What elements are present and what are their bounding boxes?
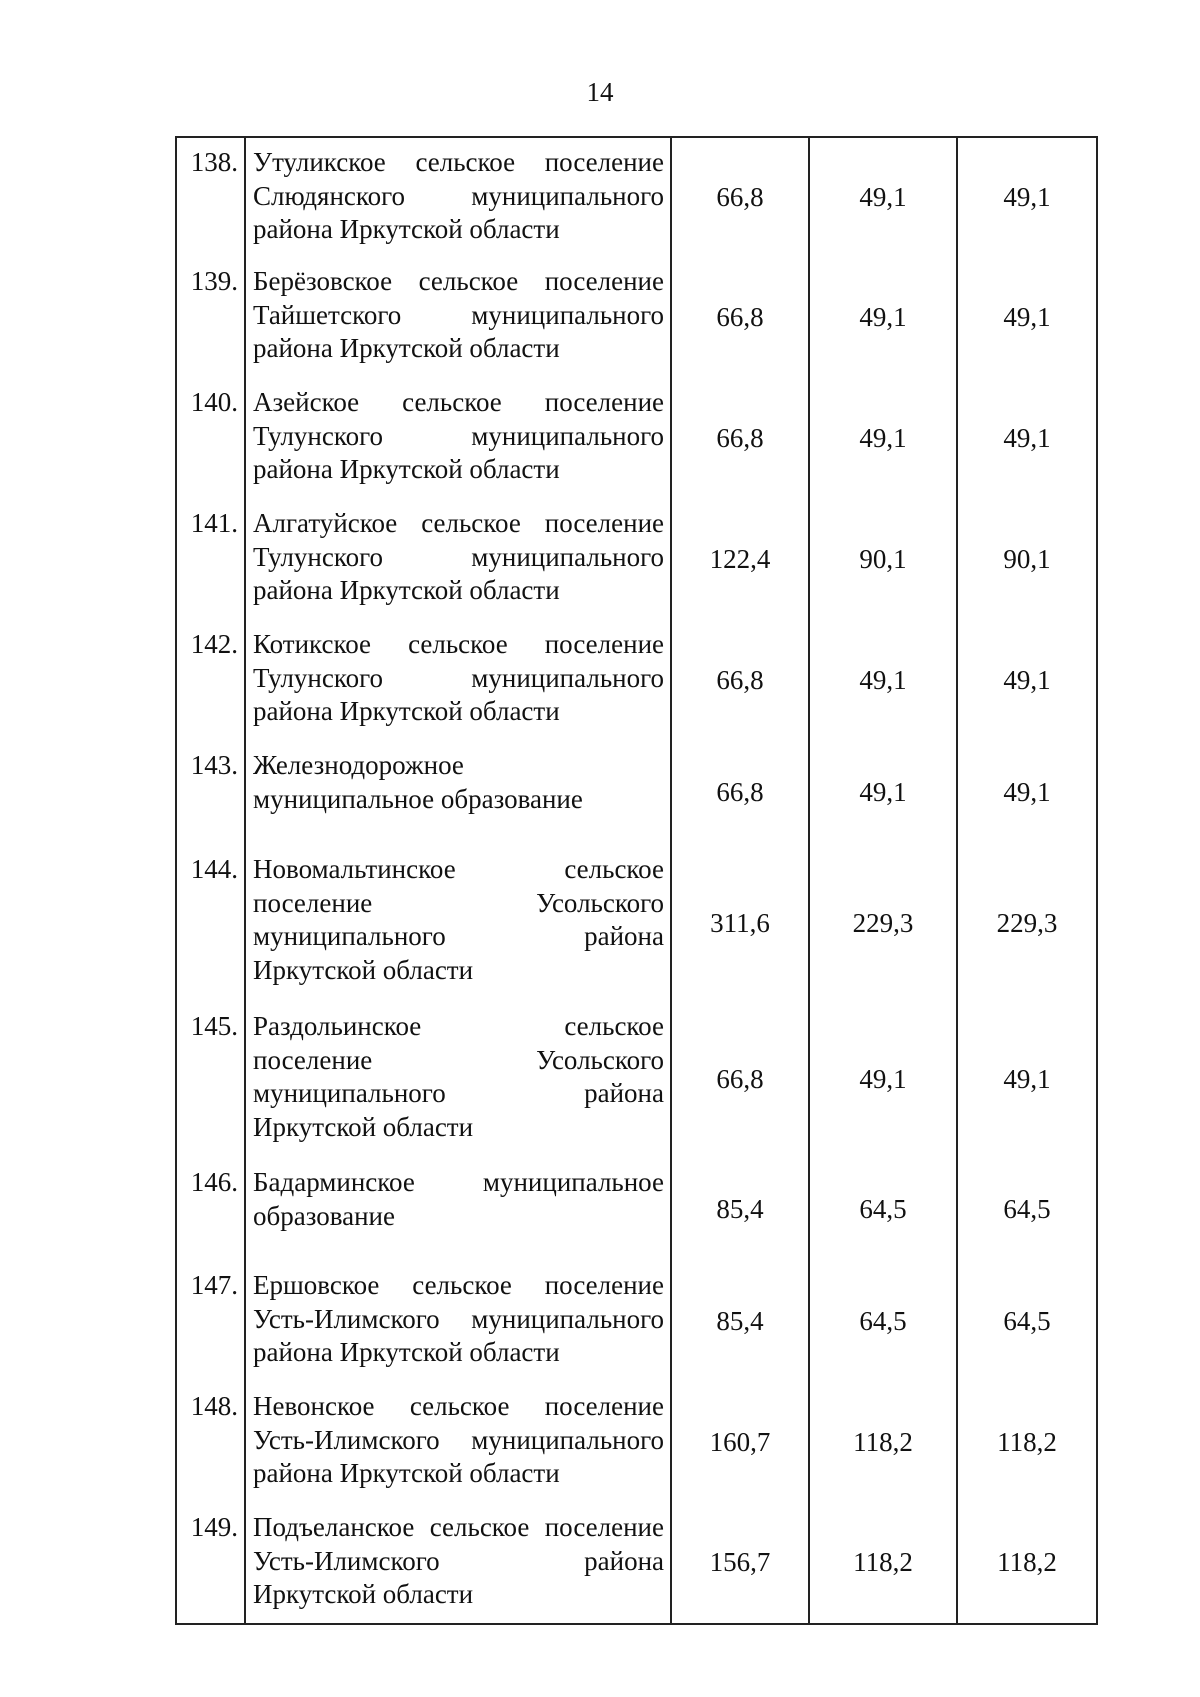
value-col-1: 85,4 <box>671 1261 809 1382</box>
name-line: района Иркутской области <box>253 1458 560 1488</box>
value-col-2: 229,3 <box>809 845 957 1002</box>
name-line: Тулунского муниципального <box>253 541 664 572</box>
table-row <box>176 1002 1097 1158</box>
municipality-name <box>245 1503 671 1624</box>
row-number: 147. <box>176 1261 245 1382</box>
value-col-3: 229,3 <box>957 845 1097 1002</box>
name-line: района Иркутской области <box>253 214 560 244</box>
name-line: Алгатуйское сельское поселение <box>253 508 664 538</box>
value-col-2: 64,5 <box>809 1158 957 1261</box>
table-row <box>176 1382 1097 1503</box>
name-line: поселение Усольского <box>253 887 664 918</box>
name-line: Берёзовское сельское поселение <box>253 266 664 296</box>
municipality-name <box>245 741 671 845</box>
value-col-2: 49,1 <box>809 137 957 257</box>
name-line: Иркутской области <box>253 954 474 985</box>
row-number: 141. <box>176 499 245 620</box>
row-number: 139. <box>176 257 245 378</box>
value-col-3: 64,5 <box>957 1158 1097 1261</box>
page-number: 14 <box>586 77 614 107</box>
value-col-2: 49,1 <box>809 620 957 741</box>
name-line: Иркутской области <box>253 1111 474 1142</box>
name-line: Подъеланское сельское поселение <box>253 1512 664 1542</box>
row-number: 149. <box>176 1503 245 1624</box>
row-number: 148. <box>176 1382 245 1503</box>
name-line: муниципального района <box>253 1078 664 1108</box>
value-col-1: 160,7 <box>671 1382 809 1503</box>
value-col-2: 49,1 <box>809 378 957 499</box>
name-line: Бадарминское муниципальное <box>253 1167 664 1197</box>
row-number: 145. <box>176 1002 245 1158</box>
municipality-name <box>245 378 671 499</box>
table-row <box>176 378 1097 499</box>
municipality-name <box>245 1002 671 1158</box>
name-line: Железнодорожное <box>253 750 464 780</box>
value-col-3: 118,2 <box>957 1503 1097 1624</box>
name-line: Усть-Илимского муниципального <box>253 1424 664 1455</box>
value-col-1: 66,8 <box>671 741 809 845</box>
value-col-1: 156,7 <box>671 1503 809 1624</box>
value-col-1: 311,6 <box>671 845 809 1002</box>
name-line: Слюдянского муниципального <box>253 180 664 211</box>
table-body <box>176 137 1097 1624</box>
name-line: муниципальное образование <box>253 783 583 814</box>
value-col-2: 49,1 <box>809 741 957 845</box>
municipality-name <box>245 499 671 620</box>
name-line: муниципального района <box>253 921 664 951</box>
name-line: Раздольинское сельское <box>253 1011 664 1041</box>
name-line: Ершовское сельское поселение <box>253 1270 664 1300</box>
name-line: района Иркутской области <box>253 696 560 726</box>
value-col-1: 66,8 <box>671 137 809 257</box>
name-line: Тулунского муниципального <box>253 420 664 451</box>
table-row <box>176 499 1097 620</box>
value-col-1: 66,8 <box>671 1002 809 1158</box>
value-col-3: 49,1 <box>957 137 1097 257</box>
name-line: Котикское сельское поселение <box>253 629 664 659</box>
municipality-name <box>245 257 671 378</box>
municipality-name <box>245 620 671 741</box>
municipality-name <box>245 1158 671 1261</box>
row-number: 140. <box>176 378 245 499</box>
name-line: района Иркутской области <box>253 575 560 605</box>
table-row <box>176 845 1097 1002</box>
name-line: Усть-Илимского района <box>253 1545 664 1576</box>
row-number: 146. <box>176 1158 245 1261</box>
value-col-3: 49,1 <box>957 620 1097 741</box>
value-col-1: 122,4 <box>671 499 809 620</box>
table-row <box>176 620 1097 741</box>
name-line: Усть-Илимского муниципального <box>253 1303 664 1334</box>
value-col-1: 66,8 <box>671 620 809 741</box>
value-col-3: 90,1 <box>957 499 1097 620</box>
row-number: 142. <box>176 620 245 741</box>
value-col-2: 118,2 <box>809 1503 957 1624</box>
value-col-1: 66,8 <box>671 378 809 499</box>
value-col-3: 49,1 <box>957 257 1097 378</box>
value-col-3: 49,1 <box>957 378 1097 499</box>
name-line: Невонское сельское поселение <box>253 1391 664 1421</box>
municipality-name <box>245 845 671 1002</box>
table-row <box>176 741 1097 845</box>
name-line: района Иркутской области <box>253 1337 560 1367</box>
allocation-table <box>175 136 1098 1625</box>
table-row <box>176 1503 1097 1624</box>
name-line: Новомальтинское сельское <box>253 854 664 884</box>
table-row <box>176 257 1097 378</box>
name-line: поселение Усольского <box>253 1044 664 1075</box>
name-line: Тулунского муниципального <box>253 662 664 693</box>
name-line: Утуликское сельское поселение <box>253 147 664 177</box>
name-line: района Иркутской области <box>253 333 560 363</box>
table-row <box>176 137 1097 257</box>
value-col-3: 118,2 <box>957 1382 1097 1503</box>
municipality-name <box>245 1261 671 1382</box>
value-col-2: 118,2 <box>809 1382 957 1503</box>
value-col-2: 64,5 <box>809 1261 957 1382</box>
row-number: 144. <box>176 845 245 1002</box>
table-row <box>176 1261 1097 1382</box>
name-line: Иркутской области <box>253 1579 474 1609</box>
row-number: 143. <box>176 741 245 845</box>
name-line: Азейское сельское поселение <box>253 387 664 417</box>
value-col-3: 64,5 <box>957 1261 1097 1382</box>
value-col-3: 49,1 <box>957 741 1097 845</box>
value-col-1: 66,8 <box>671 257 809 378</box>
row-number: 138. <box>176 137 245 257</box>
municipality-name <box>245 137 671 257</box>
name-line: района Иркутской области <box>253 454 560 484</box>
value-col-1: 85,4 <box>671 1158 809 1261</box>
value-col-2: 90,1 <box>809 499 957 620</box>
table-row <box>176 1158 1097 1261</box>
name-line: образование <box>253 1200 395 1231</box>
municipality-name <box>245 1382 671 1503</box>
value-col-2: 49,1 <box>809 257 957 378</box>
value-col-3: 49,1 <box>957 1002 1097 1158</box>
value-col-2: 49,1 <box>809 1002 957 1158</box>
name-line: Тайшетского муниципального <box>253 299 664 330</box>
